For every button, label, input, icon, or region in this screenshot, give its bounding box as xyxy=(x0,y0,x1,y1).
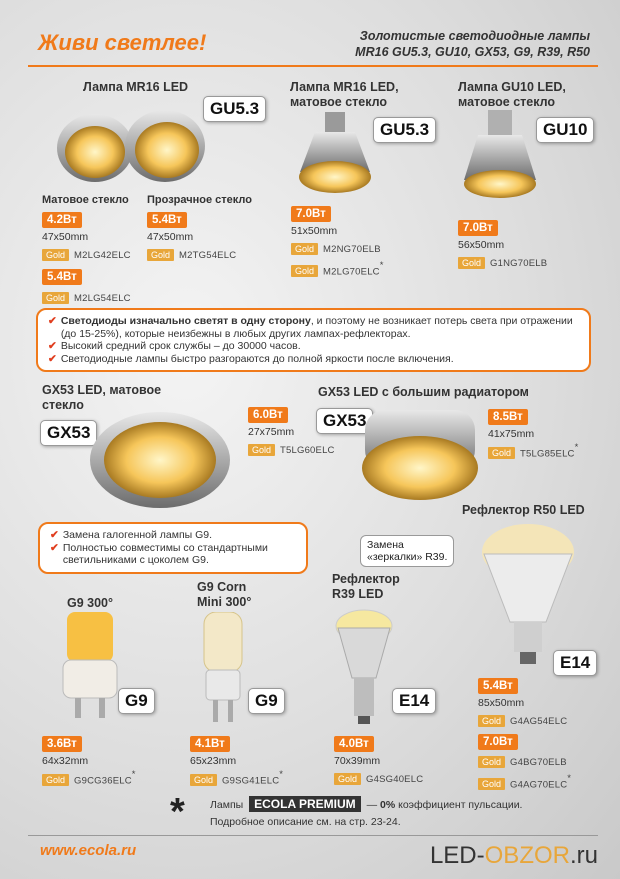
asterisk: * xyxy=(131,769,136,780)
title-line: GX53 LED, матовое xyxy=(42,383,162,397)
power-badge: 7.0Вт xyxy=(291,206,331,222)
benefit-item xyxy=(48,340,579,353)
premium-brand-badge: ECOLA PREMIUM xyxy=(249,796,361,812)
g9-corn-socket-badge: G9 xyxy=(248,688,285,714)
power-badge: 6.0Вт xyxy=(248,407,288,423)
product-code: M2LG42ELC xyxy=(74,250,131,261)
g9-300-socket-badge: G9 xyxy=(118,688,155,714)
check-icon: ✔ xyxy=(50,529,59,541)
benefit-bold: Светодиоды изначально светят в одну сторону xyxy=(60,315,311,327)
watermark-part: .ru xyxy=(569,842,598,869)
premium-prefix: Лампы xyxy=(210,799,244,811)
gold-tag: Gold xyxy=(42,774,69,786)
gx53-socket-badge: GX53 xyxy=(40,420,97,446)
power-badge: 7.0Вт xyxy=(478,734,518,750)
r50-spec xyxy=(478,676,571,792)
product-code: G9CG36ELC xyxy=(74,775,132,787)
asterisk-icon: * xyxy=(170,791,185,833)
g9-corn-title xyxy=(197,580,251,610)
mr16-clear-spec xyxy=(147,210,236,263)
product-code: G4SG40ELC xyxy=(366,774,424,785)
power-badge: 8.5Вт xyxy=(488,409,528,425)
title-line: стекло xyxy=(42,398,84,412)
power-badge: 3.6Вт xyxy=(42,736,82,752)
watermark-part: LED- xyxy=(429,842,485,869)
r39-title xyxy=(332,572,400,602)
premium-line2: Подробное описание см. на стр. 23-24. xyxy=(210,816,401,828)
power-badge: 4.1Вт xyxy=(190,736,230,752)
g9-300-spec xyxy=(42,734,136,788)
gold-tag: Gold xyxy=(42,292,69,304)
power-badge: 4.0Вт xyxy=(334,736,374,752)
check-icon: ✔ xyxy=(48,315,57,327)
g9-corn-spec xyxy=(190,734,283,788)
mr16-title: Лампа MR16 LED xyxy=(83,80,189,94)
product-code: T5LG85ELC xyxy=(520,448,575,460)
note-line: Замена xyxy=(367,539,404,551)
r39-socket-badge: E14 xyxy=(392,688,436,714)
note-item xyxy=(50,529,296,542)
note-line: «зеркалки» R39. xyxy=(367,551,448,563)
gold-tag: Gold xyxy=(147,249,174,261)
mr16-matte-title xyxy=(290,80,399,110)
page-title-line2: MR16 GU5.3, GU10, GX53, G9, R39, R50 xyxy=(355,45,590,59)
mr16-matte-socket-badge: GU5.3 xyxy=(373,117,436,143)
product-code: G4AG70ELC xyxy=(510,779,568,791)
dimensions: 65x23mm xyxy=(190,755,237,767)
footer-divider xyxy=(28,835,598,836)
dimensions: 41x75mm xyxy=(488,428,535,440)
dimensions: 27x75mm xyxy=(248,426,295,438)
check-icon: ✔ xyxy=(48,340,57,352)
gx53-big-lamp-image xyxy=(355,400,485,505)
product-code: M2TG54ELC xyxy=(179,250,237,261)
gold-tag: Gold xyxy=(42,249,69,261)
g9-corn-lamp-image xyxy=(198,612,248,727)
product-code: M2LG70ELC xyxy=(323,266,380,278)
gu10-title xyxy=(458,80,566,110)
power-badge: 5.4Вт xyxy=(478,678,518,694)
power-badge: 5.4Вт xyxy=(147,212,187,228)
r39-note-bubble xyxy=(360,535,454,567)
title-line: Mini 300° xyxy=(197,595,252,609)
benefit-text: Высокий средний срок службы – до 30000 часов. xyxy=(60,340,301,352)
mr16-matte-label: Матовое стекло xyxy=(42,194,129,206)
gold-tag: Gold xyxy=(334,773,361,785)
dimensions: 70x39mm xyxy=(334,755,381,767)
header-divider xyxy=(28,65,598,67)
slogan: Живи светлее! xyxy=(38,30,207,55)
title-line: Лампа GU10 LED, xyxy=(458,80,566,94)
mr16-matte-spec xyxy=(42,210,131,306)
title-line: R39 LED xyxy=(332,587,384,601)
dimensions: 64x32mm xyxy=(42,755,89,767)
watermark-part: OBZOR xyxy=(484,842,570,869)
title-line: матовое стекло xyxy=(290,95,388,109)
r39-spec xyxy=(334,734,423,787)
mr16-socket-badge: GU5.3 xyxy=(203,96,266,122)
premium-bold: 0% xyxy=(380,799,396,811)
mr16-matte-spec xyxy=(291,204,384,279)
asterisk: * xyxy=(567,773,572,784)
watermark xyxy=(430,842,598,870)
mr16-lamps-image xyxy=(50,98,220,188)
gx53-big-spec xyxy=(488,407,579,461)
gx53-big-title: GX53 LED с большим радиатором xyxy=(318,385,529,399)
asterisk: * xyxy=(279,769,284,780)
title-line: Рефлектор xyxy=(332,572,400,586)
gold-tag: Gold xyxy=(478,715,505,727)
asterisk: * xyxy=(379,260,384,271)
page-title xyxy=(355,28,590,60)
benefit-item xyxy=(48,315,579,340)
dimensions: 47x50mm xyxy=(147,231,194,243)
benefit-item xyxy=(48,353,579,366)
asterisk: * xyxy=(574,442,579,453)
gold-tag: Gold xyxy=(291,265,318,277)
product-code: M2LG54ELC xyxy=(74,293,131,304)
gx53-big-socket-badge: GX53 xyxy=(316,408,373,434)
gold-tag: Gold xyxy=(478,756,505,768)
dimensions: 47x50mm xyxy=(42,231,89,243)
product-code: M2NG70ELB xyxy=(323,244,381,255)
product-code: G9SG41ELC xyxy=(222,775,280,787)
power-badge: 7.0Вт xyxy=(458,220,498,236)
gu10-lamp-image xyxy=(460,110,540,205)
r39-lamp-image xyxy=(334,608,394,728)
premium-dash: — xyxy=(366,799,378,811)
title-line: Лампа MR16 LED, xyxy=(290,80,399,94)
product-code: T5LG60ELC xyxy=(280,445,335,456)
premium-suffix: коэффициент пульсации. xyxy=(398,799,523,811)
mr16-clear-label: Прозрачное стекло xyxy=(147,194,252,206)
note-text: Полностью совместимы со стандартными светильниками с цоколем G9. xyxy=(62,541,268,566)
benefit-text: Светодиодные лампы быстро разгораются до полной яркости после включения. xyxy=(60,352,454,365)
r50-socket-badge: E14 xyxy=(553,650,597,676)
title-line: матовое стекло xyxy=(458,95,556,109)
gx53-lamp-image xyxy=(85,405,235,515)
dimensions: 51x50mm xyxy=(291,225,338,237)
gold-tag: Gold xyxy=(478,778,505,790)
g9-300-lamp-image xyxy=(55,612,125,722)
gold-tag: Gold xyxy=(458,257,485,269)
gold-tag: Gold xyxy=(248,444,275,456)
r50-lamp-image xyxy=(478,522,578,667)
title-line: G9 Corn xyxy=(197,580,247,594)
check-icon: ✔ xyxy=(50,541,59,554)
gold-tag: Gold xyxy=(488,447,515,459)
dimensions: 56x50mm xyxy=(458,239,505,251)
g9-notes-callout xyxy=(38,522,308,574)
site-link[interactable]: www.ecola.ru xyxy=(40,842,137,859)
premium-note xyxy=(210,797,522,811)
g9-300-title: G9 300° xyxy=(67,596,114,610)
r50-title: Рефлектор R50 LED xyxy=(462,503,585,517)
page-title-line1: Золотистые светодиодные лампы xyxy=(359,29,590,43)
gu10-spec xyxy=(458,218,547,271)
product-code: G4BG70ELB xyxy=(510,757,567,768)
power-badge: 4.2Вт xyxy=(42,212,82,228)
product-code: G4AG54ELC xyxy=(510,716,568,727)
note-text: Замена галогенной лампы G9. xyxy=(62,529,213,541)
product-code: G1NG70ELB xyxy=(490,258,548,269)
note-item xyxy=(50,542,296,567)
gold-tag: Gold xyxy=(291,243,318,255)
dimensions: 85x50mm xyxy=(478,697,525,709)
benefits-callout xyxy=(36,308,591,372)
benefit-text: , и поэтому не возникает потерь света при отражении (до 15-25%), которые неизбежны в любых других лампах-рефлекторах. xyxy=(60,315,573,340)
power-badge: 5.4Вт xyxy=(42,269,82,285)
check-icon: ✔ xyxy=(48,352,57,365)
gold-tag: Gold xyxy=(190,774,217,786)
gu10-socket-badge: GU10 xyxy=(536,117,594,143)
mr16-matte-lamp-image xyxy=(295,112,375,202)
